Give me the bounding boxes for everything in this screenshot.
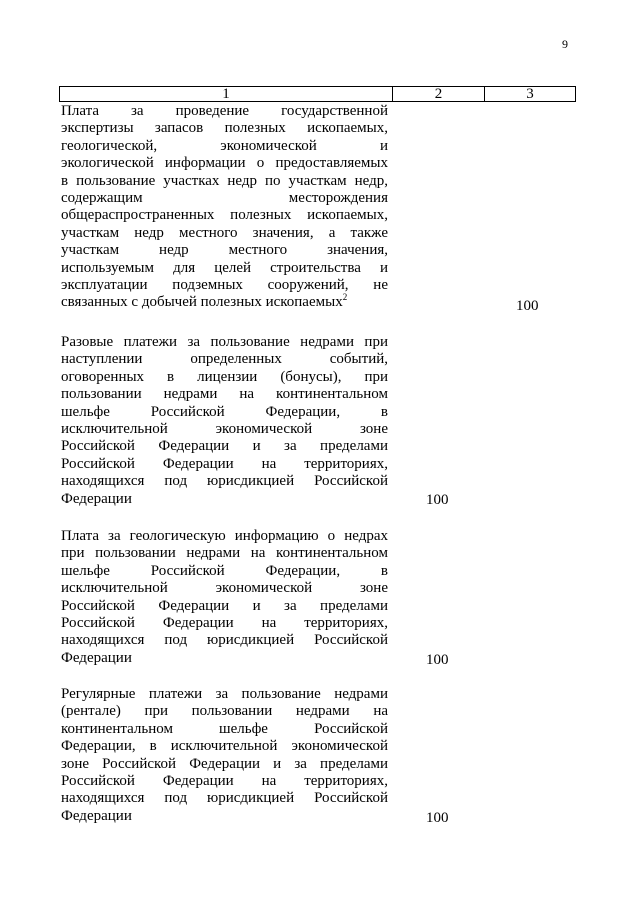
column-header-1: 1 (60, 87, 393, 101)
footnote-marker: 2 (342, 292, 348, 303)
description-line: Федерации (61, 490, 132, 507)
description-line: Разовые платежи за пользование недрами при (61, 334, 388, 350)
description-line: экспертизы запасов полезных ископаемых, (61, 120, 388, 137)
description-line: Российской Федерации на территориях, (61, 615, 388, 632)
description-line: находящихся под юрисдикцией Российской (61, 473, 388, 490)
description-line: Российской Федерации и за пределами (61, 438, 388, 455)
description-line: исключительной экономической зоне (61, 421, 388, 438)
row-description (61, 686, 388, 825)
description-line: при пользовании недрами на континентальном (61, 545, 388, 562)
description-line-text: связанных с добычей полезных ископаемых (61, 294, 343, 311)
table-row (61, 686, 576, 825)
page-number: 9 (562, 37, 568, 51)
description-line: пользовании недрами на континентальном (61, 386, 388, 403)
table-row (61, 528, 576, 667)
description-line: находящихся под юрисдикцией Российской (61, 790, 388, 807)
row-description (61, 103, 388, 312)
description-line (61, 294, 388, 311)
description-line: общераспространенных полезных ископаемых, (61, 207, 388, 224)
description-line: Регулярные платежи за пользование недрами (61, 686, 388, 702)
description-line: содержащим месторождения (61, 190, 388, 207)
description-line: Плата за проведение государственной (61, 103, 388, 119)
description-line: Федерации (61, 649, 132, 666)
column-3-value: 100 (516, 298, 539, 314)
table-header-row (59, 86, 576, 102)
description-line: Федерации, в исключительной экономической (61, 738, 388, 755)
column-2-value: 100 (426, 652, 449, 668)
table-row (61, 103, 576, 312)
table-row (61, 334, 576, 508)
description-line: Российской Федерации на территориях, (61, 773, 388, 790)
description-line: Федерации (61, 807, 132, 824)
description-line: шельфе Российской Федерации, в (61, 403, 388, 420)
description-line: наступлении определенных событий, (61, 351, 388, 368)
description-line: исключительной экономической зоне (61, 580, 388, 597)
description-line: шельфе Российской Федерации, в (61, 562, 388, 579)
description-line: экологической информации о предоставляемых (61, 155, 388, 172)
column-header-2: 2 (393, 87, 485, 101)
description-line: зоне Российской Федерации и за пределами (61, 755, 388, 772)
description-line: (рентале) при пользовании недрами на (61, 703, 388, 720)
description-line: участкам недр местного значения, а также (61, 224, 388, 241)
description-line: используемым для целей строительства и (61, 259, 388, 276)
description-line: находящихся под юрисдикцией Российской (61, 632, 388, 649)
column-2-value: 100 (426, 492, 449, 508)
description-line: континентальном шельфе Российской (61, 720, 388, 737)
row-description (61, 528, 388, 667)
description-line: оговоренных в лицензии (бонусы), при (61, 368, 388, 385)
description-line: Российской Федерации на территориях, (61, 455, 388, 472)
description-line: участкам недр местного значения, (61, 242, 388, 259)
description-line: Российской Федерации и за пределами (61, 597, 388, 614)
description-line: эксплуатации подземных сооружений, не (61, 277, 388, 294)
description-line: Плата за геологическую информацию о недрах (61, 528, 388, 544)
row-description (61, 334, 388, 508)
description-line: в пользование участках недр по участкам недр, (61, 172, 388, 189)
description-line: геологической, экономической и (61, 137, 388, 154)
column-header-3: 3 (526, 86, 534, 102)
column-2-value: 100 (426, 810, 449, 826)
